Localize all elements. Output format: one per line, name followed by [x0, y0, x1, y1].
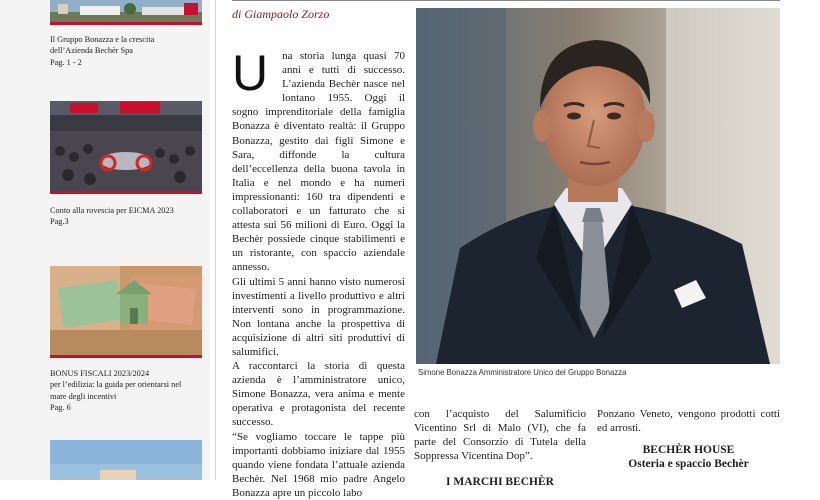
caption-line: BONUS FISCALI 2023/2024	[50, 369, 150, 378]
section-subheading: Osteria e spaccio Bechèr	[628, 458, 749, 471]
article-paragraph: A raccontarci la storia di questa azienda è l’amministratore unico, Simone Bonazza, vera anima e mente operativa e protagonista del recente successo.	[232, 360, 405, 429]
article-paragraph: “Se vogliamo toccare le tappe più importanti dobbiamo iniziare dal 1955 quando viene fondata l’attuale azienda Bechèr. Nel 1968 mio padre Angelo Bonazza apre un piccolo labo	[232, 430, 405, 499]
article-paragraph: Gli ultimi 5 anni hanno visto numerosi investimenti a livello produttivo e altri interventi sono in programmazione. Non lontana anche la prospettiva di acquisizione di altri siti produttivi di salumifici.	[232, 275, 405, 358]
thumbnail-bonus-fiscali[interactable]	[50, 266, 202, 358]
caption-line: dell’Azienda Bechèr Spa	[50, 46, 133, 56]
article-column-1	[232, 45, 405, 500]
article-paragraph: con l’acquisto del Salumificio Vicentino Srl di Malo (VI), che fa parte del Consorzio di Tutela della Soppressa Vicentina Dop”.	[414, 408, 586, 463]
section-heading: BECHÈR HOUSE	[642, 444, 735, 457]
article-paragraph: na storia lunga quasi 70 anni e tutti di successo. L’azienda Bechèr nasce nel lontano 1955. Oggi il sogno imprenditoriale della famiglia Bonazza è diventato realtà: il Gruppo Bonazza, gestito dai figli Simone e Sara, diffonde la cultura dell’eccellenza della buona tavola in Italia e nel mondo e ha numeri impressionanti: 160 tra dipendenti e collaboratori e un fatturato che si attesta sui 56 milioni di Euro. Oggi la Bechèr possiede cinque stabilimenti e un ristorante, con spaccio aziendale annesso.	[232, 50, 405, 274]
caption-line: mare degli incentivi	[50, 391, 117, 401]
photo-caption: Simone Bonazza Amministratore Unico del Gruppo Bonazza	[418, 368, 627, 377]
byline: di Giampaolo Zorzo	[232, 7, 330, 21]
caption-line: Conto alla rovescia per EICMA 2023	[50, 206, 174, 215]
caption-line: Pag.3	[50, 217, 69, 227]
article-column-2	[414, 407, 586, 489]
section-heading: I MARCHI BECHÈR	[446, 476, 554, 489]
thumbnail-eicma-crowd[interactable]	[50, 101, 202, 194]
caption-line: Il Gruppo Bonazza e la crescita	[50, 35, 155, 44]
caption-line: per l’edilizia: la guida per orientarsi nel	[50, 380, 182, 390]
sidebar-caption-1[interactable]	[50, 34, 208, 68]
caption-line: Pag. 1 - 2	[50, 57, 82, 67]
article-column-3	[597, 407, 780, 471]
dropcap: U	[232, 45, 269, 101]
column-divider	[215, 0, 216, 480]
sidebar-caption-2[interactable]	[50, 205, 208, 228]
portrait-photo	[416, 8, 780, 364]
caption-line: Pag. 6	[50, 402, 71, 412]
thumbnail-4[interactable]	[50, 440, 202, 480]
thumbnail-bonazza-building[interactable]	[50, 0, 202, 25]
article-paragraph: Ponzano Veneto, vengono prodotti cotti ed arrosti.	[597, 408, 780, 435]
header-rule	[232, 0, 780, 1]
sidebar-caption-3[interactable]	[50, 368, 208, 413]
